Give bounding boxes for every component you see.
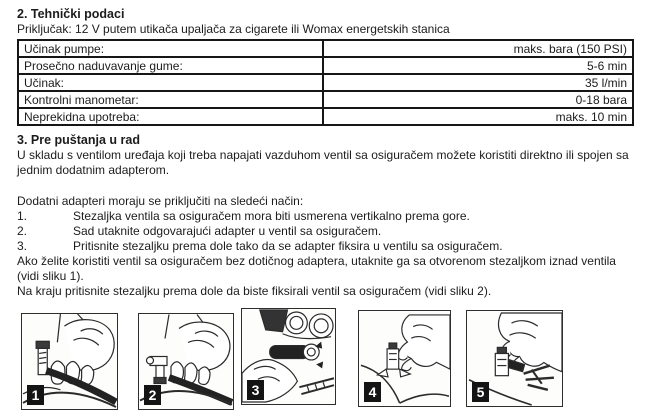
step-text: Sad utaknite odgovarajući adapter u ventil sa osiguračem. [73, 224, 382, 238]
list-item [17, 239, 634, 254]
spec-value: 5-6 min [323, 57, 633, 74]
table-row [18, 40, 633, 57]
note-without-adapter: Ako želite koristiti ventil sa osiguračem bez dotičnog adaptera, utaknite ga sa otvorenom stezaljkom iznad ventila (vidi sliku 1). [17, 254, 616, 283]
figure-1-number-badge: 1 [27, 385, 44, 405]
step-number: 3. [17, 239, 28, 253]
table-row [18, 108, 633, 125]
step-number: 2. [17, 224, 28, 238]
list-item [17, 209, 634, 224]
figure-2 [138, 313, 234, 410]
spec-label: Prosečno naduvavanje gume: [18, 57, 323, 74]
figure-3-number-badge: 3 [247, 380, 264, 400]
figure-4 [358, 310, 451, 407]
step-text: Pritisnite stezaljku prema dole tako da se adapter fiksira u ventilu sa osiguračem. [73, 239, 503, 253]
table-row [18, 74, 633, 91]
step-number: 1. [17, 209, 28, 223]
spec-table [17, 39, 634, 126]
figure-5 [466, 310, 563, 407]
spec-label: Kontrolni manometar: [18, 91, 323, 108]
spec-label: Neprekidna upotreba: [18, 108, 323, 125]
table-row [18, 91, 633, 108]
list-item [17, 224, 634, 239]
spec-value: 35 l/min [323, 74, 633, 91]
figure-3 [241, 308, 336, 405]
adapter-list-intro: Dodatni adapteri moraju se priključiti na sledeći način: [17, 194, 304, 208]
figure-4-number-badge: 4 [364, 382, 381, 402]
step-text: Stezaljka ventila sa osiguračem mora biti usmerena vertikalno prema gore. [73, 209, 470, 223]
connection-line: Priključak: 12 V putem utikača upaljača za cigarete ili Womax energetskih stanica [17, 22, 450, 36]
spec-value: maks. 10 min [323, 108, 633, 125]
spec-value: maks. bara (150 PSI) [323, 40, 633, 57]
figure-5-number-badge: 5 [472, 382, 489, 402]
spec-label: Učinak pumpe: [18, 40, 323, 57]
spec-label: Učinak: [18, 74, 323, 91]
section-3-heading: 3. Pre puštanja u rad [17, 133, 140, 147]
spec-value: 0-18 bara [323, 91, 633, 108]
adapter-steps-list [17, 209, 634, 254]
figure-2-number-badge: 2 [144, 385, 161, 405]
note-final: Na kraju pritisnite stezaljku prema dole da biste fiksirali ventil sa osiguračem (vidi sliku 2). [17, 284, 492, 298]
table-row [18, 57, 633, 74]
section-2-heading: 2. Tehnički podaci [17, 7, 125, 21]
figure-1 [21, 313, 118, 410]
intro-paragraph: U skladu s ventilom uređaja koji treba napajati vazduhom ventil sa osiguračem možete koristiti direktno ili spojen sa jednim dodatnim adapterom. [17, 148, 629, 177]
